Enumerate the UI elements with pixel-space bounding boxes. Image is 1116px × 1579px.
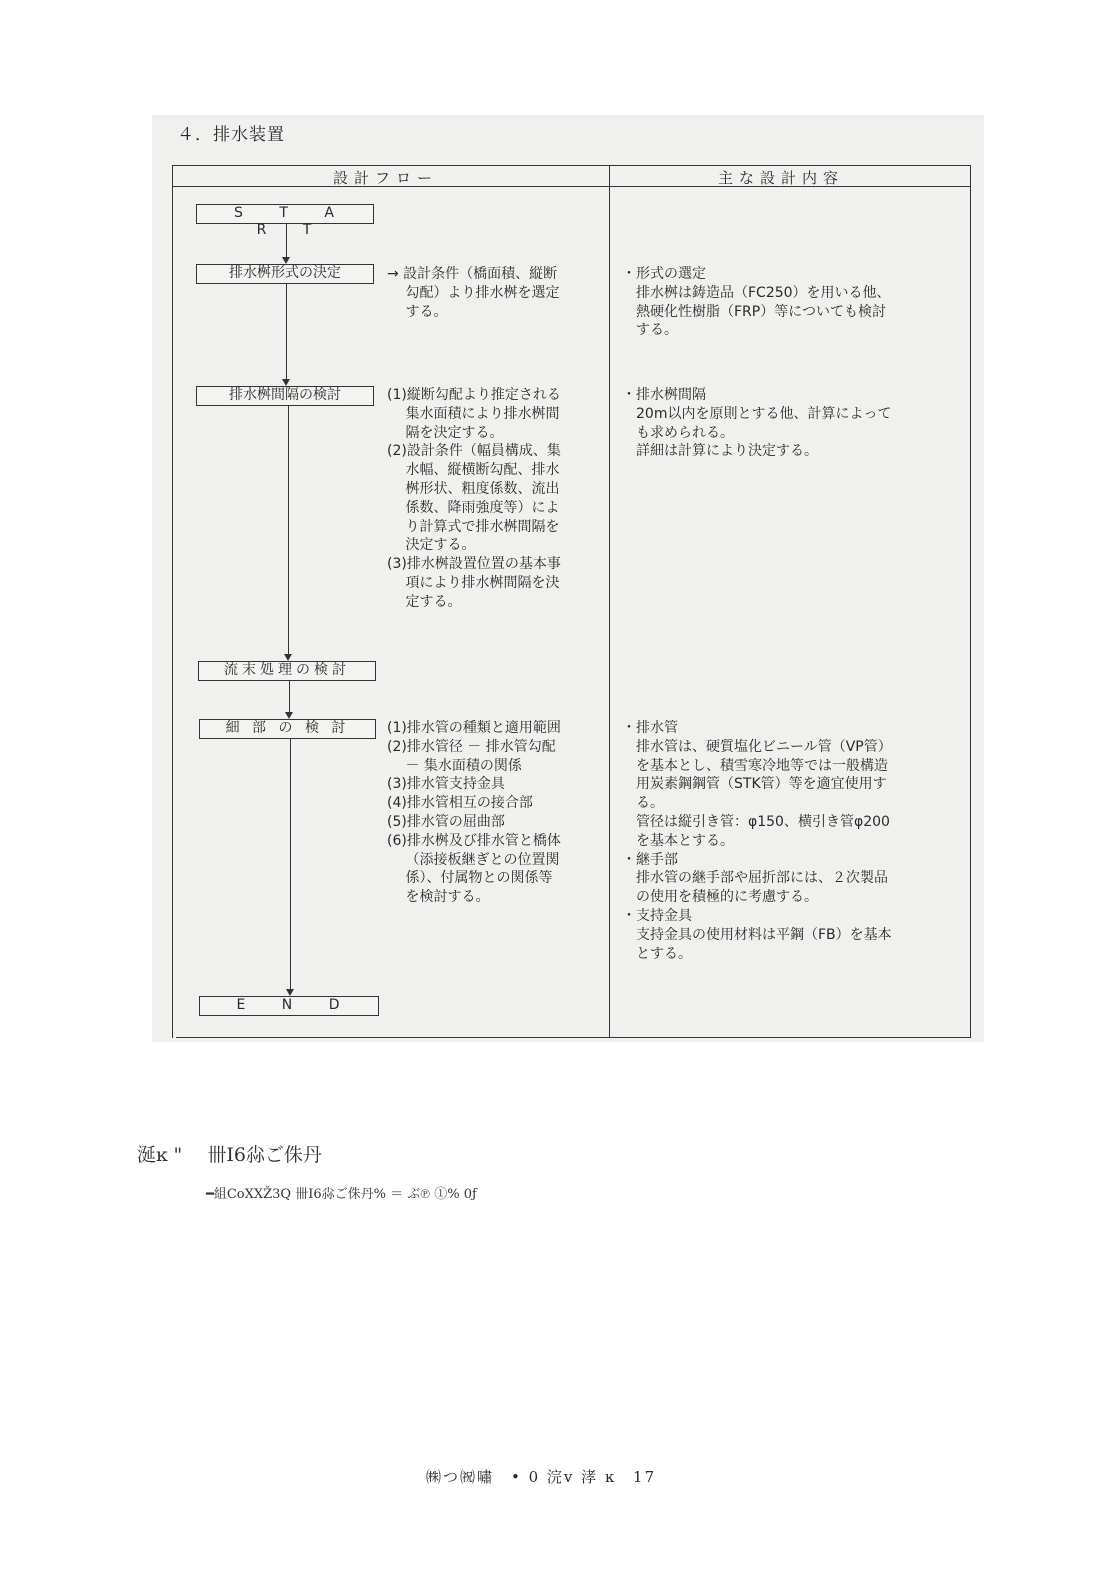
header-design-content: 主な設計内容 bbox=[718, 169, 845, 187]
garbled-subline: ━組CoXXŽ3Q 卌I6尛ご侏丹% ＝ ぶ℗ ①% 0ƒ bbox=[206, 1187, 477, 1202]
content-drain-type: ・形式の選定 排水桝は鋳造品（FC250）を用いる他、 熱硬化性樹脂（FRP）等についても検討 する。 bbox=[622, 266, 891, 339]
flow-end: E N D bbox=[199, 996, 379, 1016]
section-title: ４．排水装置 bbox=[177, 125, 285, 145]
connector-step2-step3 bbox=[288, 406, 289, 654]
page-footer: ㈱つ㈷嘯 • 0 浣v 涍 ĸ 17 bbox=[426, 1468, 657, 1486]
garbled-heading: 涎ĸ " 卌I6尛ご侏丹 bbox=[137, 1144, 322, 1166]
header-divider bbox=[173, 186, 970, 187]
connector-step1-step2 bbox=[286, 284, 287, 379]
table-bottom-border bbox=[176, 1037, 971, 1038]
arrow-down-icon bbox=[282, 257, 290, 264]
arrow-down-icon bbox=[285, 712, 293, 719]
arrow-down-icon bbox=[282, 379, 290, 386]
flow-step-outfall: 流末処理の検討 bbox=[198, 661, 376, 681]
flow-step-details: 細 部 の 検 討 bbox=[199, 719, 376, 739]
notes-drain-spacing: (1)縦断勾配より推定される 集水面積により排水桝間 隔を決定する。 (2)設計条件（幅員構成、集 水幅、縦横断勾配、排水 桝形状、粗度係数、流出 係数、降雨強度等）によ り計算式で排水桝間隔を 決定する。 (3)排水桝設置位置の基本事 項により排水桝間隔を決 定する。 bbox=[387, 387, 561, 610]
connector-start-step1 bbox=[286, 224, 287, 257]
notes-drain-type: → 設計条件（橋面積、縦断 勾配）より排水桝を選定 する。 bbox=[387, 266, 560, 320]
arrow-down-icon bbox=[286, 989, 294, 996]
notes-details: (1)排水管の種類と適用範囲 (2)排水管径 － 排水管勾配 － 集水面積の関係 (3)排水管支持金具 (4)排水管相互の接合部 (5)排水管の屈曲部 (6)排水桝及び排水管と橋体 （添接板継ぎとの位置関 係）、付属物との関係等 を検討する。 bbox=[387, 720, 561, 906]
flow-step-drain-spacing: 排水桝間隔の検討 bbox=[196, 386, 374, 406]
column-divider bbox=[609, 166, 610, 1038]
connector-step4-end bbox=[290, 739, 291, 989]
header-design-flow: 設計フロー bbox=[333, 169, 439, 187]
arrow-down-icon bbox=[284, 654, 292, 661]
flow-start: S T A R T bbox=[196, 204, 374, 224]
content-details: ・排水管 排水管は、硬質塩化ビニール管（VP管） を基本とし、積雪寒冷地等では一般構造 用炭素鋼鋼管（STK管）等を適宜使用す る。 管径は縦引き管：φ150、横引き管φ200 を基本とする。 ・継手部 排水管の継手部や屈折部には、２次製品 の使用を積極的に考慮する。 ・支持金具 支持金具の使用材料は平鋼（FB）を基本 とする。 bbox=[622, 720, 892, 962]
connector-step3-step4 bbox=[289, 681, 290, 712]
content-drain-spacing: ・排水桝間隔 20m以内を原則とする他、計算によって も求められる。 詳細は計算により決定する。 bbox=[622, 387, 892, 460]
flow-step-drain-type: 排水桝形式の決定 bbox=[196, 264, 374, 284]
